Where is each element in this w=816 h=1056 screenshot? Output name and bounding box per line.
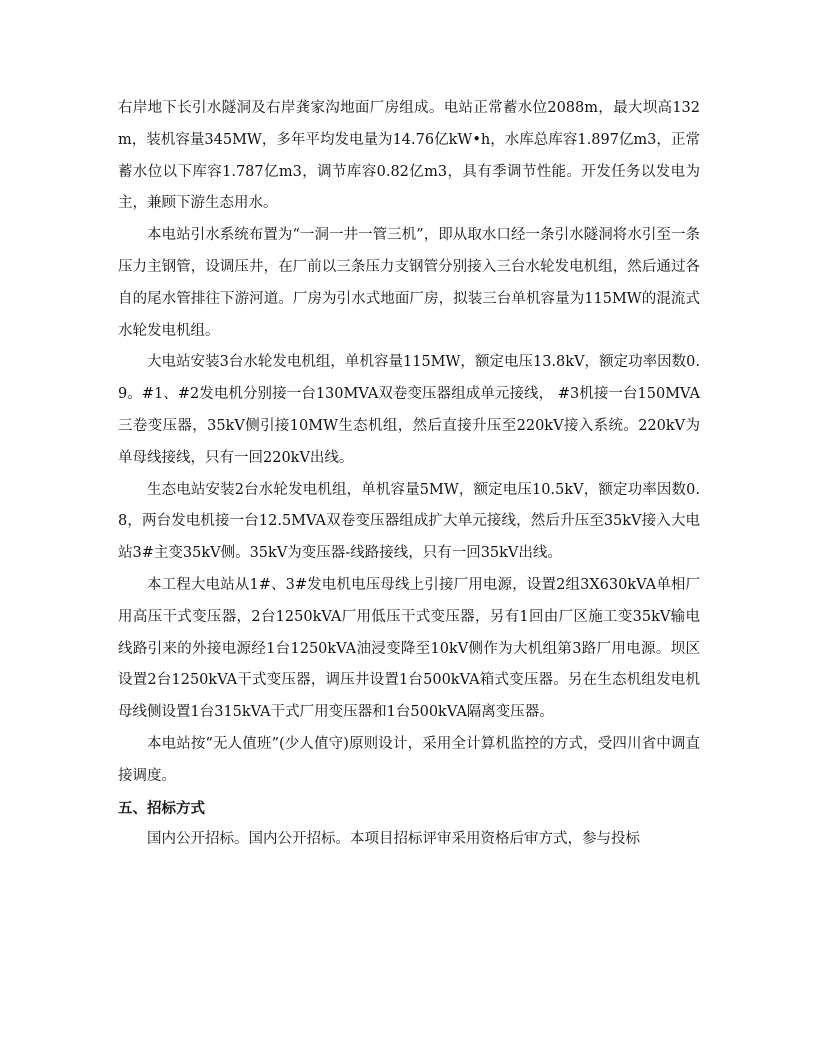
paragraph-dispatch-mode: 本电站按“无人值班”(少人值守)原则设计，采用全计算机监控的方式，受四川省中调直接调度。 [118, 735, 700, 784]
paragraph-bidding-method: 国内公开招标。国内公开招标。本项目招标评审采用资格后审方式，参与投标 [147, 831, 640, 848]
paragraph-main-station-units: 大电站安装3台水轮发电机组，单机容量115MW，额定电压13.8kV，额定功率因数0.9。#1、#2发电机分别接一台130MVA双卷变压器组成单元接线， #3机接一台150MVA三卷变压器，35kV侧引接10MW生态机组，然后直接升压至220kV接入系统。220kV为单母线接线，只有一回220kV出线。 [118, 354, 700, 466]
paragraph-ecological-station: 生态电站安装2台水轮发电机组，单机容量5MW，额定电压10.5kV，额定功率因数0.8，两台发电机接一台12.5MVA双卷变压器组成扩大单元接线，然后升压至35kV接入大电站3#主变35kV侧。35kV为变压器-线路接线，只有一回35kV出线。 [118, 481, 700, 562]
section-heading-bidding-method: 五、招标方式 [118, 799, 205, 817]
document-body [118, 93, 700, 856]
paragraph-project-overview: 右岸地下长引水隧洞及右岸龚家沟地面厂房组成。电站正常蓄水位2088m，最大坝高132m，装机容量345MW，多年平均发电量为14.76亿kW•h，水库总库容1.897亿m3，正常蓄水位以下库容1.787亿m3，调节库容0.82亿m3，具有季调节性能。开发任务以发电为主，兼顾下游生态用水。 [118, 100, 700, 212]
paragraph-water-diversion-system: 本电站引水系统布置为“一洞一井一管三机”，即从取水口经一条引水隧洞将水引至一条压力主钢管，设调压井，在厂前以三条压力支钢管分别接入三台水轮发电机组，然后通过各自的尾水管排往下游河道。厂房为引水式地面厂房，拟装三台单机容量为115MW的混流式水轮发电机组。 [118, 227, 700, 339]
paragraph-station-service-power: 本工程大电站从1#、3#发电机电压母线上引接厂用电源，设置2组3X630kVA单相厂用高压干式变压器，2台1250kVA厂用低压干式变压器，另有1回由厂区施工变35kV输电线路引来的外接电源经1台1250kVA油浸变降至10kV侧作为大机组第3路厂用电源。坝区设置2台1250kVA干式变压器，调压井设置1台500kVA箱式变压器。另在生态机组发电机母线侧设置1台315kVA干式厂用变压器和1台500kVA隔离变压器。 [118, 576, 700, 721]
